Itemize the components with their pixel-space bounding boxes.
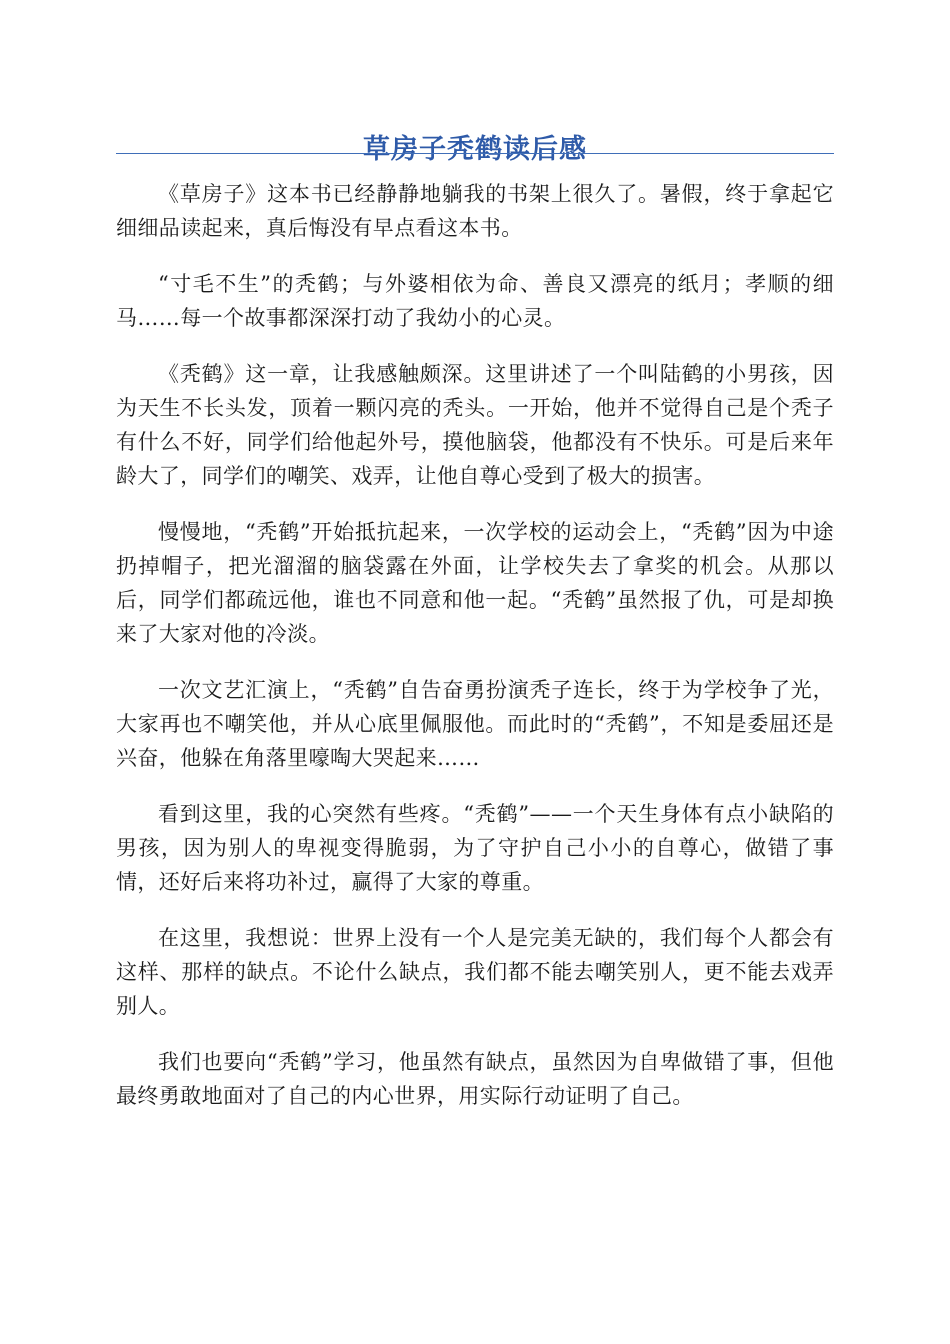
- paragraph: 慢慢地，“秃鹤”开始抵抗起来，一次学校的运动会上，“秃鹤”因为中途扔掉帽子，把光溜溜的脑袋露在外面，让学校失去了拿奖的机会。从那以后，同学们都疏远他，谁也不同意和他一起。“秃鹤”虽然报了仇，可是却换来了大家对他的冷淡。: [116, 520, 834, 646]
- page-title: 草房子秃鹤读后感: [363, 134, 587, 166]
- paragraph: 《秃鹤》这一章，让我感触颇深。这里讲述了一个叫陆鹤的小男孩，因为天生不长头发，顶着一颗闪亮的秃头。一开始，他并不觉得自己是个秃子有什么不好，同学们给他起外号，摸他脑袋，他都没有不快乐。可是后来年龄大了，同学们的嘲笑、戏弄，让他自尊心受到了极大的损害。: [116, 362, 834, 488]
- paragraph: 我们也要向“秃鹤”学习，他虽然有缺点，虽然因为自卑做错了事，但他最终勇敢地面对了自己的内心世界，用实际行动证明了自己。: [116, 1050, 834, 1108]
- paragraph: 在这里，我想说：世界上没有一个人是完美无缺的，我们每个人都会有这样、那样的缺点。不论什么缺点，我们都不能去嘲笑别人，更不能去戏弄别人。: [116, 926, 834, 1018]
- paragraph: 看到这里，我的心突然有些疼。“秃鹤”——一个天生身体有点小缺陷的男孩，因为别人的卑视变得脆弱，为了守护自己小小的自尊心，做错了事情，还好后来将功补过，赢得了大家的尊重。: [116, 802, 834, 894]
- title-underline: [116, 153, 834, 154]
- paragraph: 一次文艺汇演上，“秃鹤”自告奋勇扮演秃子连长，终于为学校争了光，大家再也不嘲笑他，并从心底里佩服他。而此时的“秃鹤”，不知是委屈还是兴奋，他躲在角落里嚎啕大哭起来……: [116, 678, 834, 770]
- paragraph: 《草房子》这本书已经静静地躺我的书架上很久了。暑假，终于拿起它细细品读起来，真后悔没有早点看这本书。: [116, 182, 834, 240]
- paragraph: “寸毛不生”的秃鹤；与外婆相依为命、善良又漂亮的纸月；孝顺的细马……每一个故事都深深打动了我幼小的心灵。: [116, 272, 834, 330]
- document-body: [116, 177, 834, 1135]
